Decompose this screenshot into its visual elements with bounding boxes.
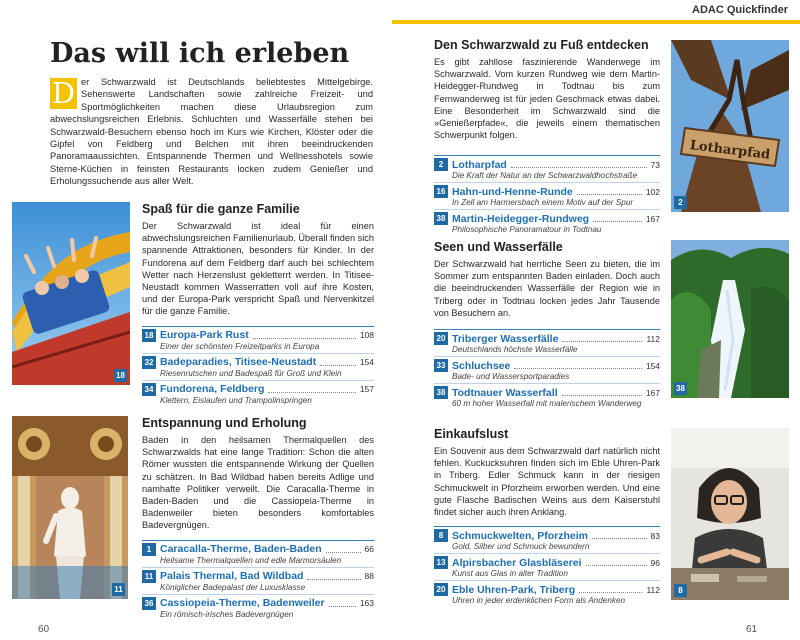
entry-page: 167 (645, 213, 660, 224)
entry-number: 38 (434, 386, 448, 399)
entry-number: 32 (142, 356, 156, 369)
section-family (142, 202, 374, 407)
entry-number: 20 (434, 332, 448, 345)
entry-fundorena[interactable] (142, 380, 374, 407)
dropcap: D (51, 76, 76, 110)
entry-page: 96 (650, 557, 660, 568)
section-shopping (434, 427, 660, 607)
intro-text: er Schwarzwald ist Deutschlands beliebtestes Mittelgebirge. Sehenswerte Landschaften sowie zahlreiche Freizeit- und Sportmöglichkeiten machen diese Urlaubsregion zum abwechslungsreichen Erlebnis. Schluchten und Wasserfälle stehen bei Schwarzwald-Besuchern ebenso hoch im Kurs wie Kirchen, Klöster oder die Gipfel von Feldberg und Belchen mit ihren beeindruckenden Panoramaaussichten. Entspannende Thermen und Wellnesshotels sowie Sterne-Küchen in feinsten Restaurants locken zudem Genießer und Erholungssuchende aus aller Welt. (50, 77, 373, 187)
section-text: Ein Souvenir aus dem Schwarzwald darf natürlich nicht fehlen. Kuckucksuhren finden sich im Eble Uhren-Park in Triberg. Edler Schmuck kann in der riesigen Schmuckwelt in Pforzheim erworben werden. Und eine gute Flasche Badischen Weins aus dem Kaiserstuhl findet sicher auch ihren Anklang. (434, 446, 660, 518)
entry-list (142, 540, 374, 621)
entry-page: 163 (359, 598, 374, 609)
section-text: Es gibt zahllose faszinierende Wanderwege im Schwarzwald. Vom kurzen Rundweg wie dem Martin-Heidegger-Rundweg in Todtnau bis zum Fernwanderweg ist für jeden Geschmack etwas dabei. Eine Besonderheit im Schwarzwald sind die »Genießerpfade«, die jeweils einem thematischen Schwerpunkt folgen. (434, 57, 660, 141)
entry-number: 8 (434, 529, 448, 542)
page-number-right: 61 (746, 624, 758, 635)
page-number-left: 60 (38, 624, 50, 635)
entry-glasblaeserei[interactable] (434, 553, 660, 580)
photo-number-badge: 18 (114, 369, 127, 382)
entry-subtitle: 60 m hoher Wasserfall mit malerischem Wanderweg (452, 399, 642, 409)
section-title: Den Schwarzwald zu Fuß entdecken (434, 38, 649, 52)
entry-number: 2 (434, 158, 448, 171)
entry-subtitle: Philosophische Panoramatour in Todtnau (452, 225, 602, 235)
sign-text: Lotharpfad (688, 138, 771, 163)
entry-page: 112 (646, 584, 660, 595)
entry-number: 1 (142, 543, 156, 556)
entry-subtitle: Die Kraft der Natur an der Schwarzwaldhochstraße (452, 171, 638, 181)
entry-number: 36 (142, 597, 156, 610)
entry-number: 33 (434, 359, 448, 372)
entry-page: 73 (650, 159, 660, 170)
entry-subtitle: Kunst aus Glas in alter Tradition (452, 569, 568, 579)
entry-title[interactable]: Fundorena, Feldberg (160, 383, 265, 396)
entry-title[interactable]: Schmuckwelten, Pforzheim (452, 529, 588, 542)
section-title: Spaß für die ganze Familie (142, 202, 300, 216)
entry-list (434, 329, 660, 410)
entry-subtitle: Gold, Silber und Schmuck bewundern (452, 542, 590, 552)
entry-palais-thermal[interactable] (142, 567, 374, 594)
entry-schluchsee[interactable] (434, 356, 660, 383)
photo-roller-coaster (12, 202, 130, 385)
photo-number-badge: 2 (674, 196, 687, 209)
entry-list (142, 326, 374, 407)
photo-jeweller (671, 428, 789, 600)
entry-uhren-park[interactable] (434, 580, 660, 607)
section-title: Einkaufslust (434, 427, 509, 441)
section-text: Der Schwarzwald ist ideal für einen abwechslungsreichen Familienurlaub. Überall finden sich spannende Attraktionen, besonders für Kinder. In der Fundorena auf dem Feldberg darf auch bei schlechtem Wetter nach Herzenslust gekletterrt werden. In Titisee-Neustadt kommen Wasserratten voll auf ihre Kosten, und der Europa-Park verspricht Spaß und Nervenkitzel für die ganze Familie. (142, 221, 374, 317)
entry-page: 88 (364, 571, 374, 582)
entry-number: 38 (434, 212, 448, 225)
photo-number-badge: 11 (112, 583, 125, 596)
section-text: Baden in den heilsamen Thermalquellen des Schwarzwalds hat eine lange Tradition: Schon die alten Römer wussten die entspannende Wirkung der Quellen zu schätzen. In Bad Wildbad haben bereits Adlige und namhafte Politiker verweilt. Die Caracalla-Therme in Baden-Baden und die Cassiopeia-Therme in Badenweiler bieten besonders komfortables Badevergnügen. (142, 435, 374, 531)
page-title: Das will ich erleben (50, 38, 350, 69)
entry-number: 16 (434, 185, 448, 198)
entry-subtitle: Königlicher Badepalast der Luxusklasse (160, 582, 306, 592)
entry-number: 20 (434, 583, 448, 596)
entry-number: 11 (142, 570, 156, 583)
entry-number: 13 (434, 556, 448, 569)
entry-title[interactable]: Lotharpfad (452, 158, 507, 171)
entry-title[interactable]: Alpirsbacher Glasbläserei (452, 556, 582, 569)
entry-page: 108 (359, 330, 374, 341)
entry-page: 157 (359, 384, 374, 395)
section-title: Seen und Wasserfälle (434, 240, 563, 254)
entry-page: 83 (650, 530, 660, 541)
entry-caracalla[interactable] (142, 540, 374, 567)
entry-lotharpfad[interactable] (434, 155, 660, 182)
entry-list (434, 526, 660, 607)
entry-number: 34 (142, 383, 156, 396)
entry-page: 167 (645, 387, 660, 398)
entry-title[interactable]: Cassiopeia-Therme, Badenweiler (160, 597, 325, 610)
entry-title[interactable]: Martin-Heidegger-Rundweg (452, 212, 590, 225)
section-text: Der Schwarzwald hat herrliche Seen zu bieten, die im Sommer zum entspannten Baden einladen. Doch auch die beeindruckenden Wasserfälle der Region wie in Triberg oder in Todtnau locken jedes Jahr Tausende von Besuchern an. (434, 259, 660, 318)
entry-page: 102 (645, 186, 660, 197)
header-accent-bar (392, 20, 800, 24)
entry-triberg-falls[interactable] (434, 329, 660, 356)
entry-title[interactable]: Europa-Park Rust (160, 329, 249, 342)
entry-subtitle: In Zell am Harmersbach einem Motiv auf der Spur (452, 198, 634, 208)
entry-title[interactable]: Palais Thermal, Bad Wildbad (160, 570, 304, 583)
photo-lotharpfad-sign (671, 40, 789, 212)
entry-page: 154 (645, 360, 660, 371)
entry-title[interactable]: Eble Uhren-Park, Triberg (452, 583, 576, 596)
entry-badeparadies[interactable] (142, 353, 374, 380)
photo-waterfall (671, 240, 789, 398)
entry-subtitle: Ein römisch-irisches Badevergnügen (160, 609, 294, 619)
entry-title[interactable]: Schluchsee (452, 359, 511, 372)
section-relax (142, 416, 374, 621)
section-title: Entspannung und Erholung (142, 416, 307, 430)
entry-page: 112 (646, 333, 660, 344)
entry-subtitle: Klettern, Eislaufen und Trampolinspringen (160, 395, 312, 405)
intro-paragraph (50, 76, 373, 188)
entry-title[interactable]: Triberger Wasserfälle (452, 332, 559, 345)
section-lakes (434, 240, 660, 410)
entry-title[interactable]: Badeparadies, Titisee-Neustadt (160, 356, 317, 369)
brand-label: ADAC Quickfinder (692, 4, 788, 16)
entry-subtitle: Riesenrutschen und Badespaß für Groß und Klein (160, 368, 342, 378)
entry-subtitle: Heilsame Thermalquellen und edle Marmorsäulen (160, 555, 342, 565)
entry-heidegger-rundweg[interactable] (434, 209, 660, 236)
photo-number-badge: 8 (674, 584, 687, 597)
entry-page: 154 (359, 357, 374, 368)
photo-thermal-statue (12, 416, 128, 599)
entry-subtitle: Einer der schönsten Freizeitparks in Europa (160, 341, 320, 351)
entry-hahn-und-henne[interactable] (434, 182, 660, 209)
entry-cassiopeia[interactable] (142, 594, 374, 621)
entry-subtitle: Uhren in jeder erdenklichen Form als Andenken (452, 596, 626, 606)
entry-title[interactable]: Todtnauer Wasserfall (452, 386, 558, 399)
entry-title[interactable]: Caracalla-Therme, Baden-Baden (160, 543, 322, 556)
entry-title[interactable]: Hahn-und-Henne-Runde (452, 185, 573, 198)
entry-subtitle: Bade- und Wassersportparadies (452, 372, 570, 382)
entry-europa-park[interactable] (142, 326, 374, 353)
section-hiking (434, 38, 660, 236)
entry-schmuckwelten[interactable] (434, 526, 660, 553)
entry-number: 18 (142, 329, 156, 342)
photo-number-badge: 38 (674, 382, 687, 395)
entry-list (434, 155, 660, 236)
entry-subtitle: Deutschlands höchste Wasserfälle (452, 345, 578, 355)
entry-page: 66 (364, 544, 374, 555)
entry-todtnau-falls[interactable] (434, 383, 660, 410)
